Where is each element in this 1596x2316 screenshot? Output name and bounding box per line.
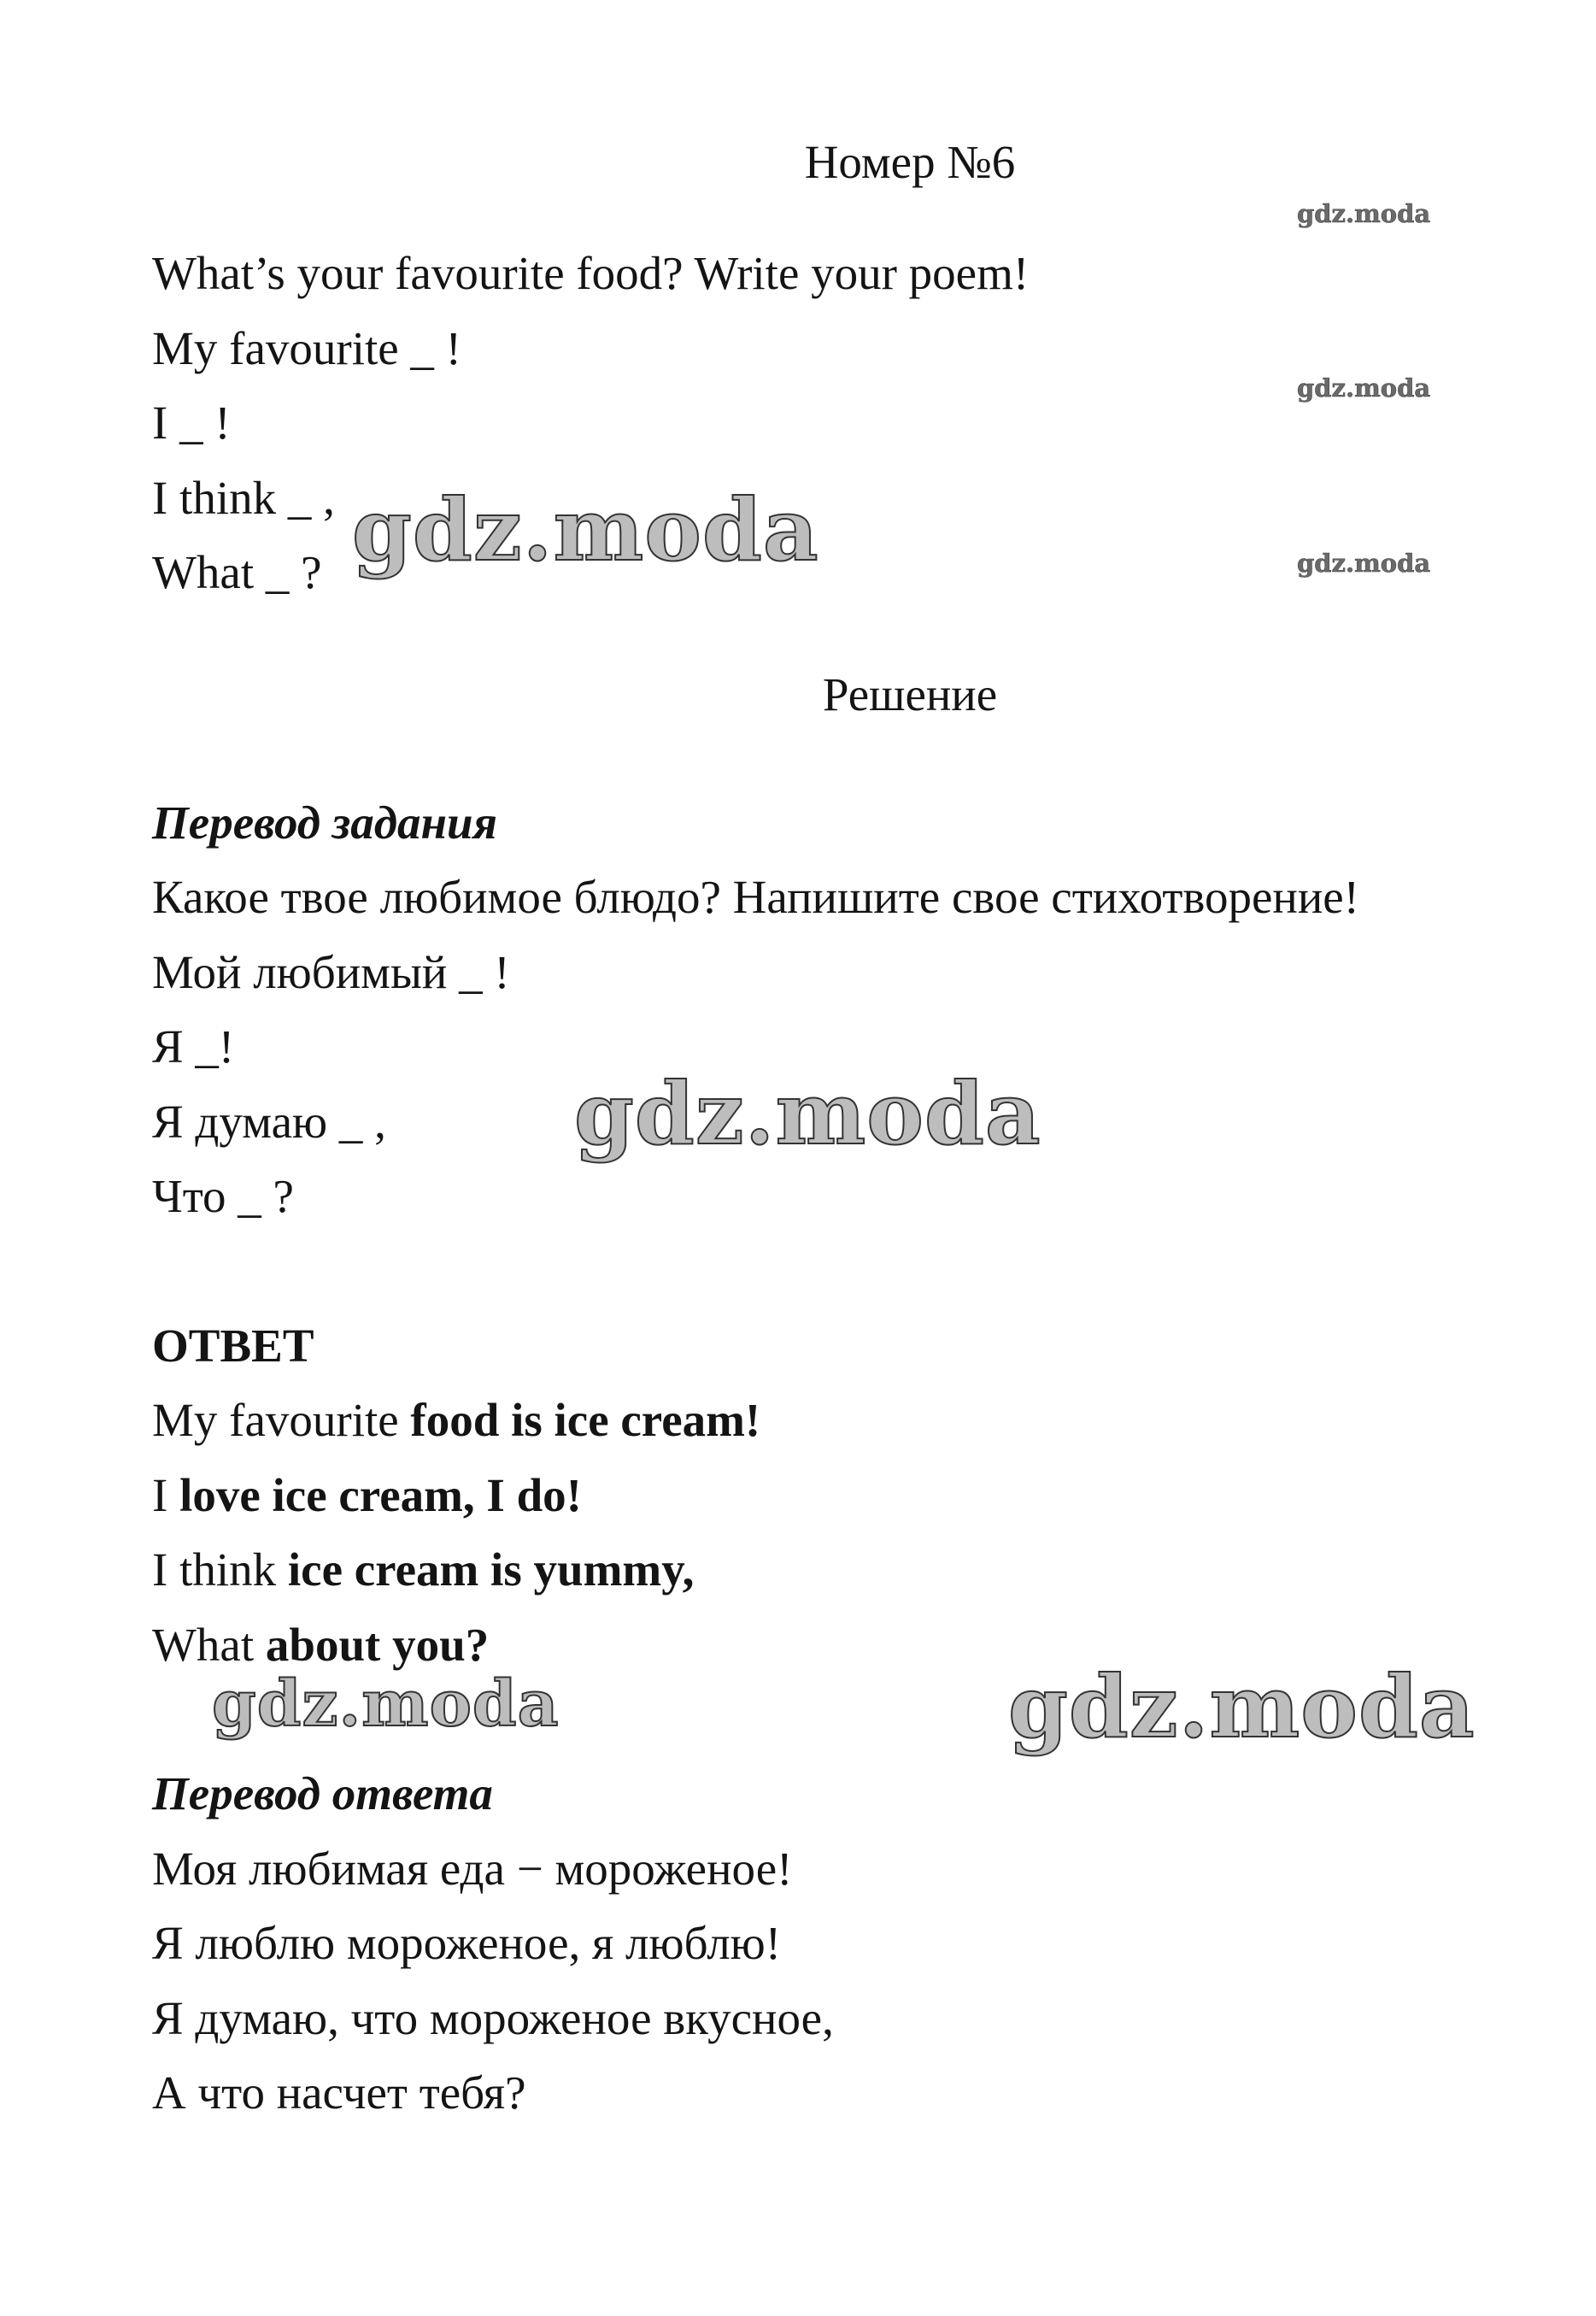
watermark-small-3: gdz.moda (1297, 549, 1431, 578)
task-line-3: I think _ , (152, 472, 335, 524)
answer-translation-line-1: Моя любимая еда − мороженое! (152, 1843, 793, 1895)
answer-line-4 (152, 1619, 490, 1671)
answer-line-2-plain: I (152, 1469, 180, 1521)
answer-line-4-bold: about you? (265, 1619, 490, 1671)
solution-heading: Решение (822, 668, 998, 720)
task-translation-line-1: Мой любимый _ ! (152, 946, 510, 998)
page-title: Номер №6 (804, 136, 1016, 188)
task-translation-question: Какое твое любимое блюдо? Напишите свое стихотворение! (152, 871, 1359, 923)
watermark-large-2: gdz.moda (574, 1063, 1042, 1164)
task-translation-heading: Перевод задания (152, 796, 497, 849)
watermark-large-3: gdz.moda (1008, 1656, 1476, 1757)
answer-line-2-bold: love ice cream, I do! (179, 1469, 582, 1521)
answer-line-3 (152, 1543, 695, 1596)
task-question: What’s your favourite food? Write your poem! (152, 247, 1030, 299)
watermark-small-1: gdz.moda (1297, 199, 1431, 228)
answer-translation-line-3: Я думаю, что мороженое вкусное, (152, 1992, 834, 2044)
answer-line-2 (152, 1469, 582, 1521)
answer-translation-heading: Перевод ответа (152, 1767, 493, 1819)
task-translation-line-2: Я _! (152, 1020, 235, 1073)
watermark-large-1: gdz.moda (352, 479, 819, 580)
answer-line-1-plain: My favourite (152, 1394, 411, 1446)
answer-line-3-bold: ice cream is yummy, (287, 1543, 695, 1596)
watermark-medium-1: gdz.moda (212, 1667, 560, 1741)
watermark-small-2: gdz.moda (1297, 373, 1431, 403)
task-line-4: What _ ? (152, 546, 322, 598)
answer-translation-line-2: Я люблю мороженое, я люблю! (152, 1917, 782, 1969)
answer-translation-line-4: А что насчет тебя? (152, 2066, 526, 2119)
answer-line-3-plain: I think (152, 1543, 288, 1596)
task-translation-line-4: Что _ ? (152, 1170, 294, 1222)
answer-heading: ОТВЕТ (152, 1320, 314, 1372)
answer-line-1 (152, 1394, 761, 1446)
answer-line-4-plain: What (152, 1619, 266, 1671)
task-line-1: My favourite _ ! (152, 322, 461, 374)
answer-line-1-bold: food is ice cream! (410, 1394, 761, 1446)
task-line-2: I _ ! (152, 397, 231, 449)
task-translation-line-3: Я думаю _ , (152, 1096, 386, 1148)
